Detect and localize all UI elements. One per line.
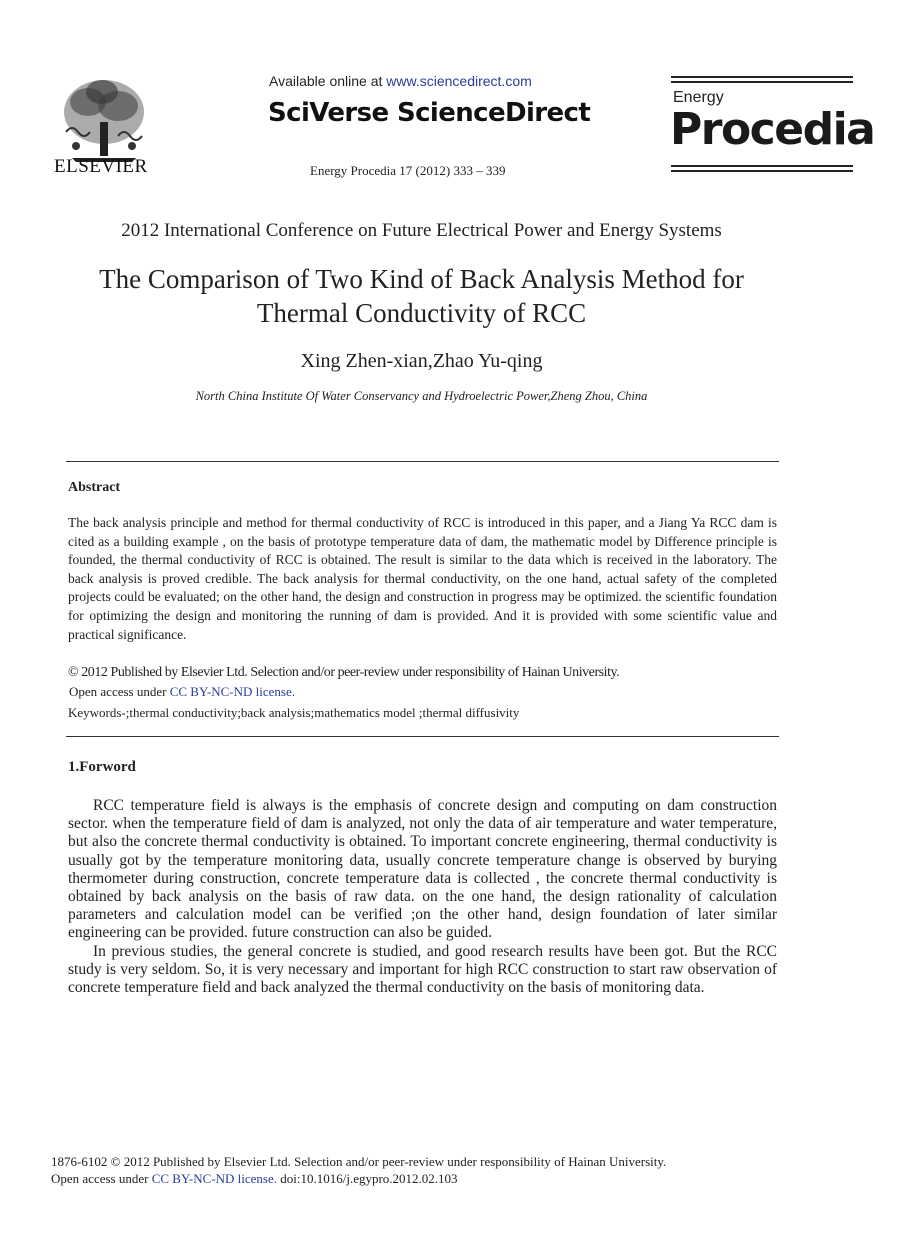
abstract-text: The back analysis principle and method for thermal conductivity of RCC is introduced in this paper, and a Jiang Ya RCC dam is cited as a building example , on the basis of prototype temperature data of dam, the mathematic model by Difference principle is founded, the thermal conductivity of RCC is obtained. The result is similar to the data which is received in the laboratory. The back analysis is proved credible. The back analysis for thermal conductivity, on the one hand, actual safety of the completed projects could be evaluated; on the other hand, the design and construction in progress may be optimized. the scientific foundation for optimizing the design and monitoring the running of dam is provided. And it is provided with some scientific value and practical significance. bbox=[68, 515, 777, 642]
footer-issn-line: 1876-6102 © 2012 Published by Elsevier Ltd. Selection and/or peer-review under responsibility of Hainan University. bbox=[51, 1154, 667, 1169]
footer-doi[interactable]: doi:10.1016/j.egypro.2012.02.103 bbox=[277, 1171, 458, 1186]
open-access-prefix: Open access under bbox=[69, 684, 170, 699]
footer-open-access-prefix: Open access under bbox=[51, 1171, 152, 1186]
elsevier-logo bbox=[52, 72, 156, 180]
keywords: Keywords-;thermal conductivity;back analysis;mathematics model ;thermal diffusivity bbox=[68, 705, 520, 720]
body-paragraph: In previous studies, the general concrete is studied, and good research results have been got. But the RCC study is very seldom. So, it is very necessary and important for high RCC construction to start raw observation of concrete temperature field and back analyzed the thermal conductivity on the basis of monitoring data. bbox=[68, 942, 777, 997]
available-prefix: Available online at bbox=[269, 73, 387, 89]
paper-title: The Comparison of Two Kind of Back Analysis Method for Thermal Conductivity of RCC bbox=[99, 264, 744, 328]
available-online bbox=[269, 73, 532, 89]
footer-license-link[interactable]: CC BY-NC-ND license. bbox=[151, 1171, 278, 1186]
body-paragraph: RCC temperature field is always is the emphasis of concrete design and computing on dam construction sector. when the temperature field of dam is analyzed, not only the data of air temperature and water temperature, but also the concrete thermal conductivity is obtained. To important concrete engineering, thermal conductivity is usually got by the temperature monitoring data, usually concrete temperature change is observed by burying thermometer during construction, concrete temperature data is collected , the concrete thermal conductivity is obtained by back analysis on the basis of raw data. on the one hand, the design rationality of calculation parameters and calculation model can be verified ;on the other hand, design foundation of later similar engineering can be provided. future construction can also be guided. bbox=[68, 797, 777, 942]
journal-logo-bottom-rule bbox=[671, 165, 853, 172]
abstract-heading: Abstract bbox=[68, 480, 121, 495]
journal-logo-top-rule bbox=[671, 76, 853, 83]
open-access-notice bbox=[69, 684, 295, 700]
copyright-notice: © 2012 Published by Elsevier Ltd. Selection and/or peer-review under responsibility of Hainan University. bbox=[68, 665, 620, 680]
license-link[interactable]: CC BY-NC-ND license. bbox=[169, 684, 296, 699]
section-body bbox=[68, 797, 777, 997]
conference-name: 2012 International Conference on Future Electrical Power and Energy Systems bbox=[121, 220, 722, 241]
abstract-bottom-rule bbox=[66, 736, 779, 737]
affiliation: North China Institute Of Water Conservancy and Hydroelectric Power,Zheng Zhou, China bbox=[195, 389, 648, 403]
abstract-top-rule bbox=[66, 461, 779, 462]
elsevier-wordmark: ELSEVIER bbox=[54, 156, 148, 177]
section-heading: 1.Forword bbox=[68, 759, 136, 775]
footer-open-access bbox=[51, 1171, 458, 1187]
journal-logo-energy: Energy bbox=[673, 89, 724, 106]
platform-logo: SciVerse ScienceDirect bbox=[268, 98, 591, 128]
sciencedirect-link[interactable]: www.sciencedirect.com bbox=[386, 73, 532, 89]
journal-logo-procedia: Procedia bbox=[670, 104, 875, 155]
authors: Xing Zhen-xian,Zhao Yu-qing bbox=[300, 350, 543, 372]
journal-reference: Energy Procedia 17 (2012) 333 – 339 bbox=[310, 163, 506, 178]
